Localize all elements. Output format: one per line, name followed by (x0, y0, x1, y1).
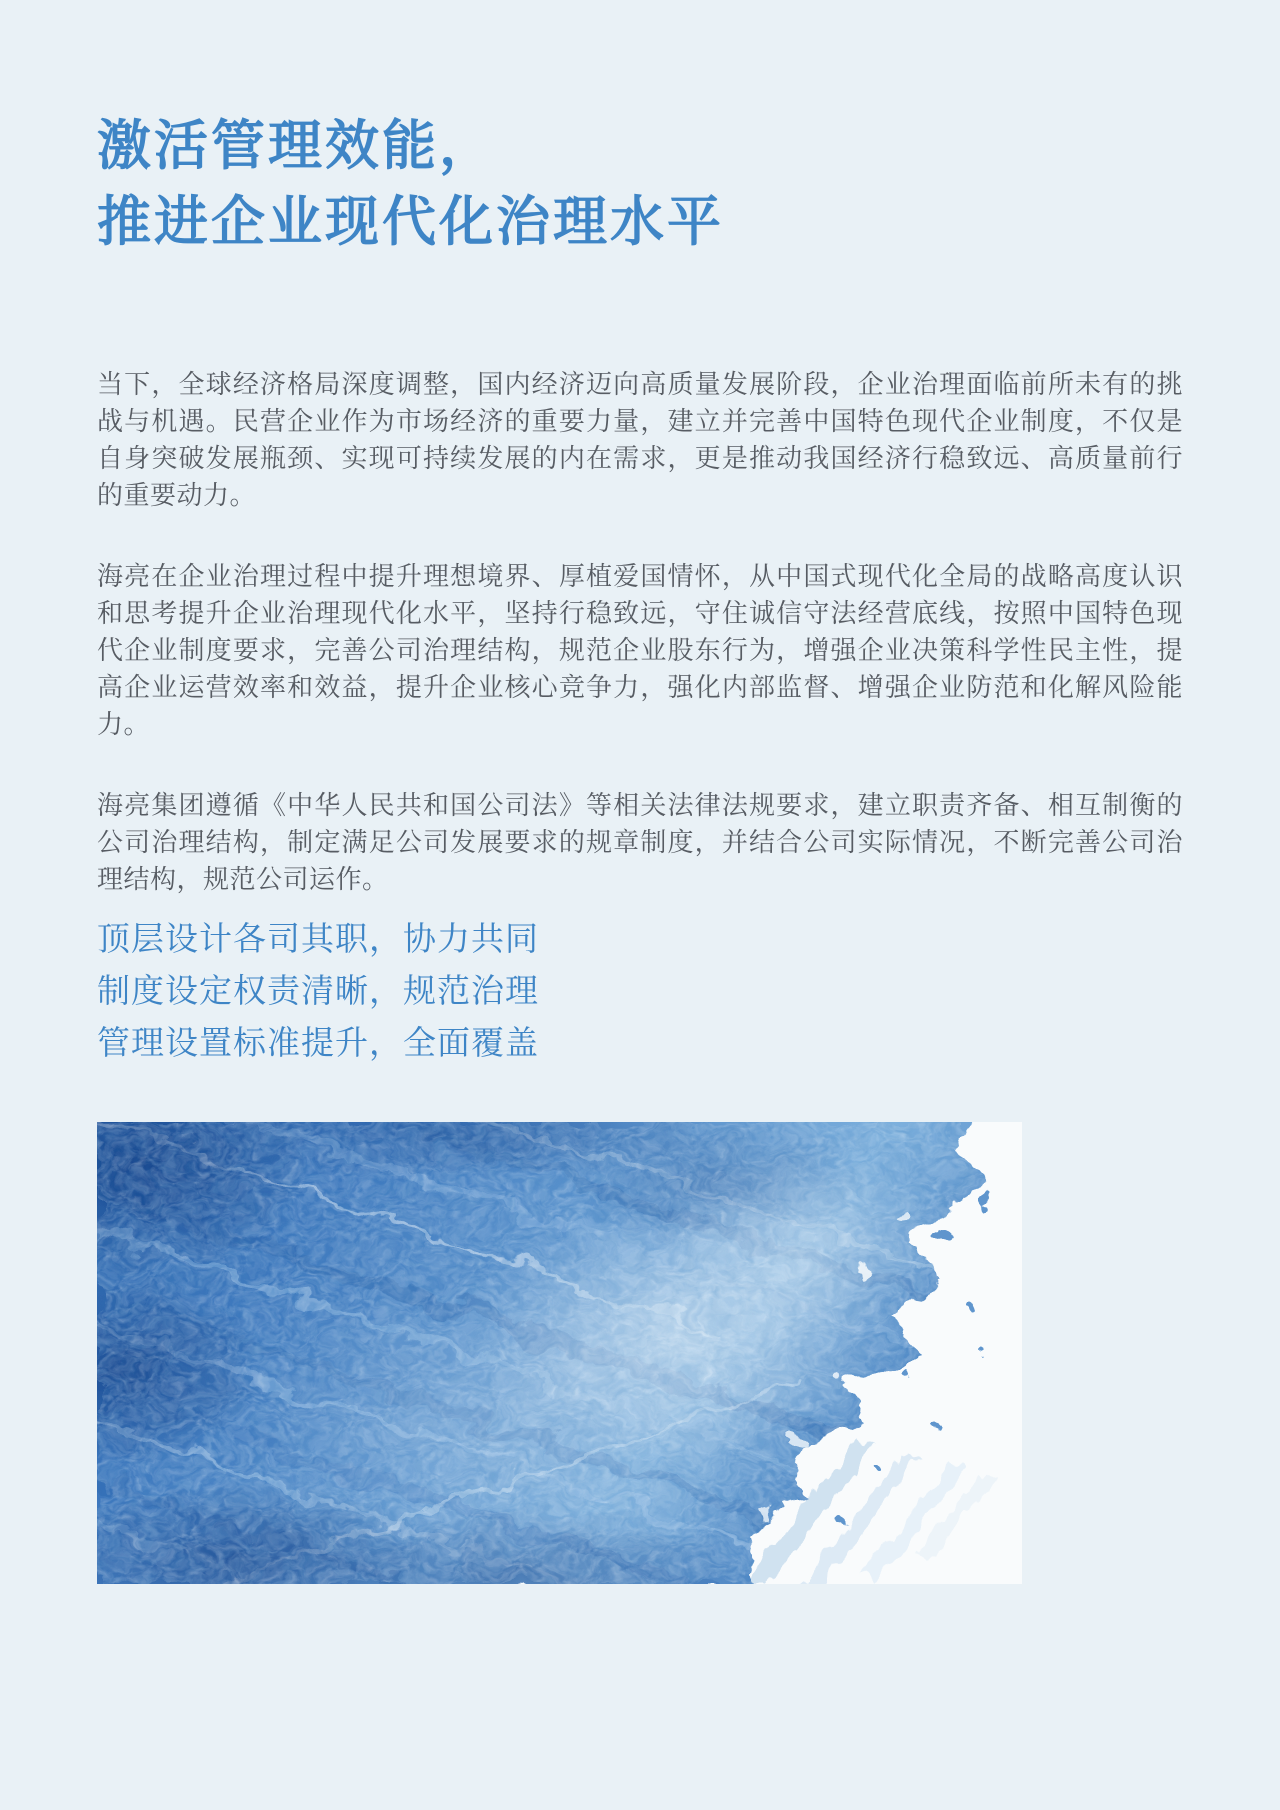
body-copy (97, 366, 1183, 898)
page-title (97, 108, 724, 260)
highlight-line: 管理设置标准提升，全面覆盖 (97, 1024, 539, 1061)
highlight-line: 顶层设计各司其职，协力共同 (97, 920, 539, 957)
highlight-line: 制度设定权责清晰，规范治理 (97, 972, 539, 1009)
paint-texture-svg (97, 1122, 1022, 1584)
body-paragraph: 海亮集团遵循《中华人民共和国公司法》等相关法律法规要求，建立职责齐备、相互制衡的公司治理结构，制定满足公司发展要求的规章制度，并结合公司实际情况，不断完善公司治理结构，规范公司运作。 (97, 790, 1183, 894)
page-title-line-1: 激活管理效能， (97, 116, 496, 176)
highlight-statements (97, 913, 539, 1069)
body-paragraph: 当下，全球经济格局深度调整，国内经济迈向高质量发展阶段，企业治理面临前所未有的挑战与机遇。民营企业作为市场经济的重要力量，建立并完善中国特色现代企业制度，不仅是自身突破发展瓶颈、实现可持续发展的内在需求，更是推动我国经济行稳致远、高质量前行的重要动力。 (97, 369, 1183, 510)
page-title-line-2: 推进企业现代化治理水平 (97, 192, 724, 252)
blue-paint-texture-image (97, 1122, 1022, 1584)
body-paragraph: 海亮在企业治理过程中提升理想境界、厚植爱国情怀，从中国式现代化全局的战略高度认识和思考提升企业治理现代化水平，坚持行稳致远，守住诚信守法经营底线，按照中国特色现代企业制度要求，完善公司治理结构，规范企业股东行为，增强企业决策科学性民主性，提高企业运营效率和效益，提升企业核心竞争力，强化内部监督、增强企业防范和化解风险能力。 (97, 561, 1183, 739)
